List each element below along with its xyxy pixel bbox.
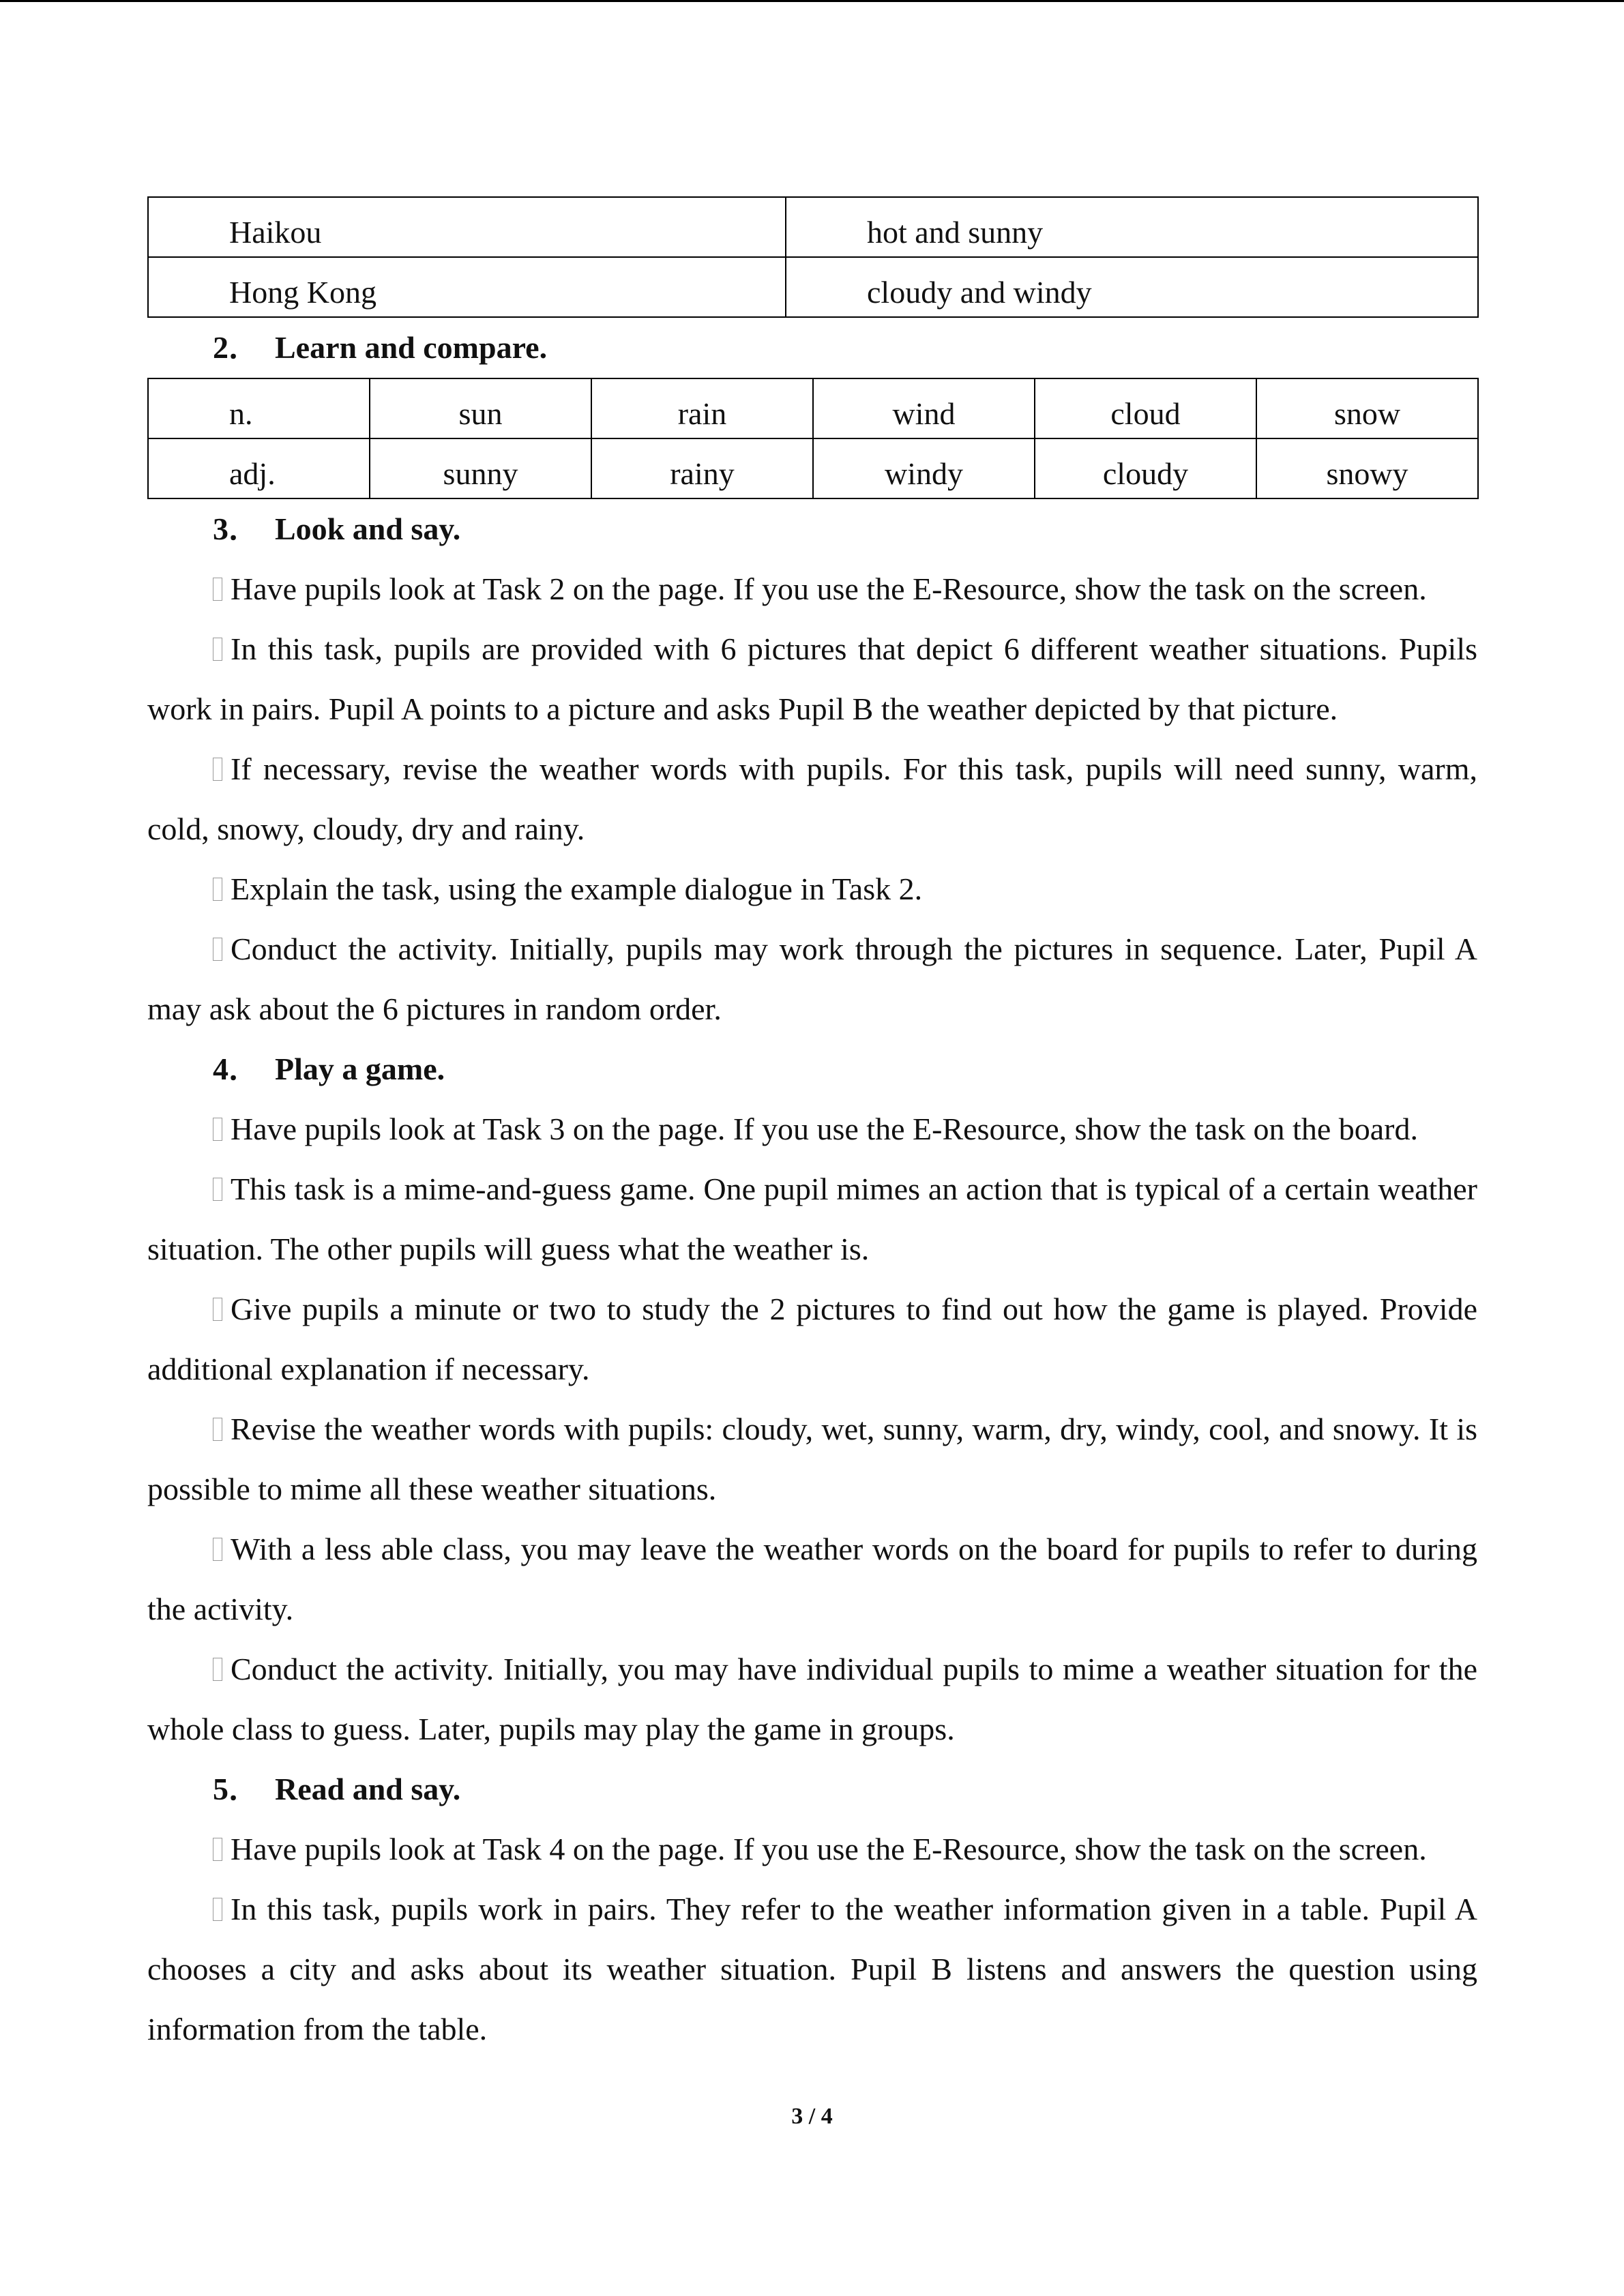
bullet-paragraph: This task is a mime-and-guess game. One pupil mimes an action that is typical of a certain weather situation. The other pupils will guess what the weather is. [147,1172,1477,1266]
section-title: Play a game. [275,1052,445,1086]
table-row [148,197,1478,257]
table-cell: windy [813,438,1035,498]
bullet-paragraph: Revise the weather words with pupils: cloudy, wet, sunny, warm, dry, windy, cool, and snowy. It is possible to mime all these weather situations. [147,1412,1477,1506]
missing-glyph-icon [213,758,222,781]
bullet-paragraph: Have pupils look at Task 2 on the page. If you use the E-Resource, show the task on the screen. [147,559,1477,619]
bullet-paragraph: Conduct the activity. Initially, pupils may work through the pictures in sequence. Later, Pupil A may ask about the 6 pictures in random order. [147,931,1477,1026]
bullet-paragraph: If necessary, revise the weather words with pupils. For this task, pupils will need sunny, warm, cold, snowy, cloudy, dry and rainy. [147,751,1477,846]
section-title: Read and say. [275,1772,461,1806]
table-cell: hot and sunny [786,197,1478,257]
section-heading [147,499,1477,559]
table-cell: snowy [1256,438,1478,498]
missing-glyph-icon [213,1898,222,1921]
section-title: Learn and compare. [275,330,548,365]
table-cell: adj. [148,438,370,498]
page-number: 3 / 4 [791,2104,833,2129]
bullet-paragraph: Have pupils look at Task 3 on the page. If you use the E-Resource, show the task on the board. [147,1099,1477,1159]
missing-glyph-icon [213,1118,222,1141]
section-heading [147,1039,1477,1099]
table-cell: sun [370,378,591,438]
bullet-paragraph: In this task, pupils work in pairs. They refer to the weather information given in a table. Pupil A chooses a city and asks about its weather situation. Pupil B listens and answers the question using information from the table. [147,1892,1477,2046]
noun-adjective-table [147,378,1479,499]
table-row [148,257,1478,317]
missing-glyph-icon [213,1178,222,1201]
city-weather-table [147,196,1479,318]
missing-glyph-icon [213,878,222,901]
missing-glyph-icon [213,1298,222,1321]
table-cell: rain [591,378,813,438]
missing-glyph-icon [213,1838,222,1861]
section-number: 3． [213,511,260,546]
table-cell: cloudy [1035,438,1256,498]
table-cell: rainy [591,438,813,498]
bullet-paragraph: Explain the task, using the example dialogue in Task 2. [147,859,1477,919]
missing-glyph-icon [213,578,222,601]
page-top-rule [0,0,1624,2]
section-number: 2． [213,330,260,365]
missing-glyph-icon [213,1538,222,1561]
table-row [148,438,1478,498]
table-cell: cloud [1035,378,1256,438]
section-title: Look and say. [275,511,461,546]
section-number: 5． [213,1772,260,1806]
table-cell: cloudy and windy [786,257,1478,317]
table-cell: wind [813,378,1035,438]
section-heading [147,1759,1477,1819]
table-cell: n. [148,378,370,438]
missing-glyph-icon [213,1658,222,1681]
table-cell: snow [1256,378,1478,438]
bullet-paragraph: Give pupils a minute or two to study the 2 pictures to find out how the game is played. Provide additional explanation if necessary. [147,1292,1477,1386]
bullet-paragraph: In this task, pupils are provided with 6 pictures that depict 6 different weather situations. Pupils work in pairs. Pupil A points to a picture and asks Pupil B the weather depicted by that picture. [147,631,1477,726]
bullet-paragraph: With a less able class, you may leave the weather words on the board for pupils to refer to during the activity. [147,1532,1477,1626]
bullet-paragraph: Have pupils look at Task 4 on the page. If you use the E-Resource, show the task on the screen. [147,1819,1477,1879]
table-row [148,378,1478,438]
missing-glyph-icon [213,638,222,661]
table-cell: Hong Kong [148,257,786,317]
section-heading [147,318,1477,378]
section-number: 4． [213,1052,260,1086]
bullet-paragraph: Conduct the activity. Initially, you may have individual pupils to mime a weather situation for the whole class to guess. Later, pupils may play the game in groups. [147,1652,1477,1746]
document-body [147,196,1477,2059]
table-cell: sunny [370,438,591,498]
table-cell: Haikou [148,197,786,257]
missing-glyph-icon [213,938,222,961]
missing-glyph-icon [213,1418,222,1441]
